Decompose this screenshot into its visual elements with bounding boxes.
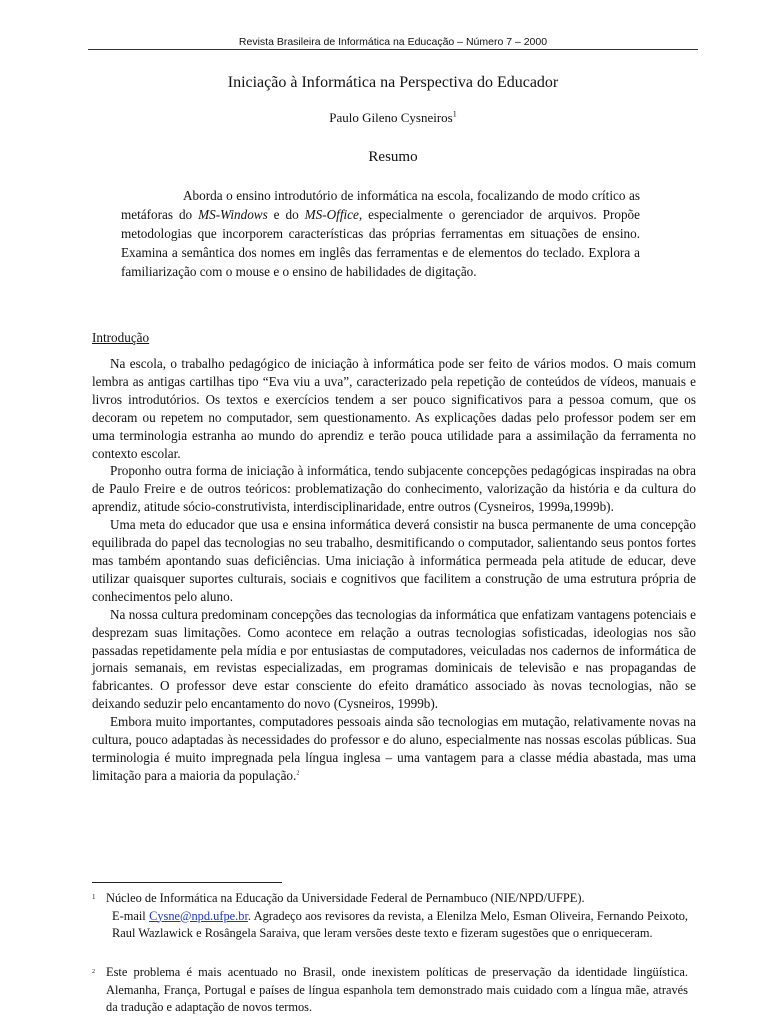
intro-paragraph-5 bbox=[92, 713, 696, 785]
footnote-1-line-1: Núcleo de Informática na Educação da Universidade Federal de Pernambuco (NIE/NPD/UFPE). bbox=[106, 891, 585, 905]
footnote-1-acknowledgments: . Agradeço aos revisores da revista, a Elenilza Melo, Esman Oliveira, Fernando Peixoto, Raul Wazlawick e Rosângela Saraiva, que leram versões deste texto e fizeram sugestões que o enriqueceram. bbox=[112, 908, 689, 940]
intro-paragraph-4: Na nossa cultura predominam concepções das tecnologias da informática que enfatizam vantagens potenciais e desprezam suas limitações. Como acontece em relação a outras tecnologias sofisticadas, ideologias nos são passadas repetidamente pela mídia e por entusiastas de computadores, veiculadas nos cadernos de informática de jornais semanais, em revistas especializadas, em programas dominicais de televisão e nas propagandas de fabricantes. O professor deve estar consciente do efeito dramático associado às novas tecnologias, não se deixando seduzir pelo encantamento do novo (Cysneiros, 1999b). bbox=[92, 606, 696, 712]
intro-paragraph-3: Uma meta do educador que usa e ensina informática deverá consistir na busca permanente de uma concepção equilibrada do papel das tecnologias no seu trabalho, desmitificando o computador, salientando seus pontos fortes mas também apontando suas deficiências. Uma iniciação à informática permeada pela atitude de educar, deve utilizar quaisquer suportes culturais, sociais e cognitivos que facilitem a construção de uma estrutura própria de conhecimentos pelo aluno. bbox=[92, 517, 696, 604]
author-line bbox=[88, 110, 698, 126]
abstract-heading: Resumo bbox=[368, 149, 418, 165]
abstract-ms-office: MS-Office, bbox=[304, 207, 363, 222]
abstract-text bbox=[121, 186, 640, 281]
footnote-1-text bbox=[106, 890, 688, 943]
abstract-part-2: e do bbox=[267, 207, 305, 222]
author-name: Paulo Gileno Cysneiros bbox=[329, 110, 453, 125]
intro-paragraph-2: Proponho outra forma de iniciação à informática, tendo subjacente concepções pedagógicas inspiradas na obra de Paulo Freire e de outros teóricos: problematização do conhecimento, valorização da história e da cultura do aprendiz, atitude sócio-construtivista, interdisciplinaridade, entre outros (Cysneiros, 1999a,1999b). bbox=[92, 463, 696, 515]
author-footnote-mark: 1 bbox=[452, 109, 457, 119]
footnote-ref-2: 2 bbox=[296, 770, 300, 777]
header-rule bbox=[88, 49, 698, 50]
footnote-2-text: Este problema é mais acentuado no Brasil, onde inexistem políticas de preservação da identidade lingüística. Alemanha, França, Portugal e países de língua espanhola tem demonstrado mais cuidado com a língua mãe, através da tradução e adaptação de novos termos. bbox=[106, 965, 688, 1014]
email-link[interactable]: Cysne@npd.ufpe.br bbox=[149, 908, 248, 923]
footnote-1-mark: 1 bbox=[92, 893, 96, 901]
abstract-part-1: Aborda o ensino introdutório de informática na escola, focalizando de modo crítico as metáforas do bbox=[121, 188, 640, 222]
footnote-rule bbox=[92, 882, 282, 883]
footnote-1-continuation bbox=[106, 908, 688, 943]
intro-paragraph-1: Na escola, o trabalho pedagógico de iniciação à informática pode ser feito de vários modos. O mais comum lembra as antigas cartilhas tipo “Eva viu a uva”, caracterizado pela repetição de conteúdos de vídeos, manuais e livros introdutórios. Os textos e exercícios tendem a ser pouco significativos para a pessoa comum, que os decoram ou repetem no computador, sem questionamento. As explicações dadas pelo professor podem ser em uma terminologia estranha ao mundo do aprendiz e terão pouca utilidade para a assimilação da ferramenta no contexto escolar. bbox=[92, 356, 696, 461]
intro-paragraph-5-text: Embora muito importantes, computadores pessoais ainda são tecnologias em mutação, relativamente novas na cultura, pouco adaptadas às necessidades do professor e do aluno, especialmente nas nossas escolas públicas. Sua terminologia é muito impregnada pela língua inglesa – uma vantagem para a classe média abastada, mas uma limitação para a maioria da população. bbox=[92, 714, 696, 783]
footnote-1 bbox=[92, 890, 696, 943]
footnote-2 bbox=[92, 964, 696, 1017]
article-title: Iniciação à Informática na Perspectiva do Educador bbox=[227, 74, 559, 91]
introduction-heading: Introdução bbox=[92, 330, 150, 345]
introduction-body bbox=[92, 355, 696, 785]
abstract-part-3: especialmente o gerenciador de arquivos. Propõe metodologias que incorporem características das próprias ferramentas em situações de ensino. Examina a semântica dos nomes em inglês das ferramentas e de elementos do teclado. Explora a familiarização com o mouse e o ensino de habilidades de digitação. bbox=[121, 207, 640, 279]
abstract-ms-windows: MS-Windows bbox=[198, 207, 268, 222]
running-head: Revista Brasileira de Informática na Educação – Número 7 – 2000 bbox=[238, 36, 548, 48]
footnote-1-email-prefix: E-mail bbox=[112, 908, 150, 923]
footnote-2-mark: 2 bbox=[92, 969, 95, 975]
